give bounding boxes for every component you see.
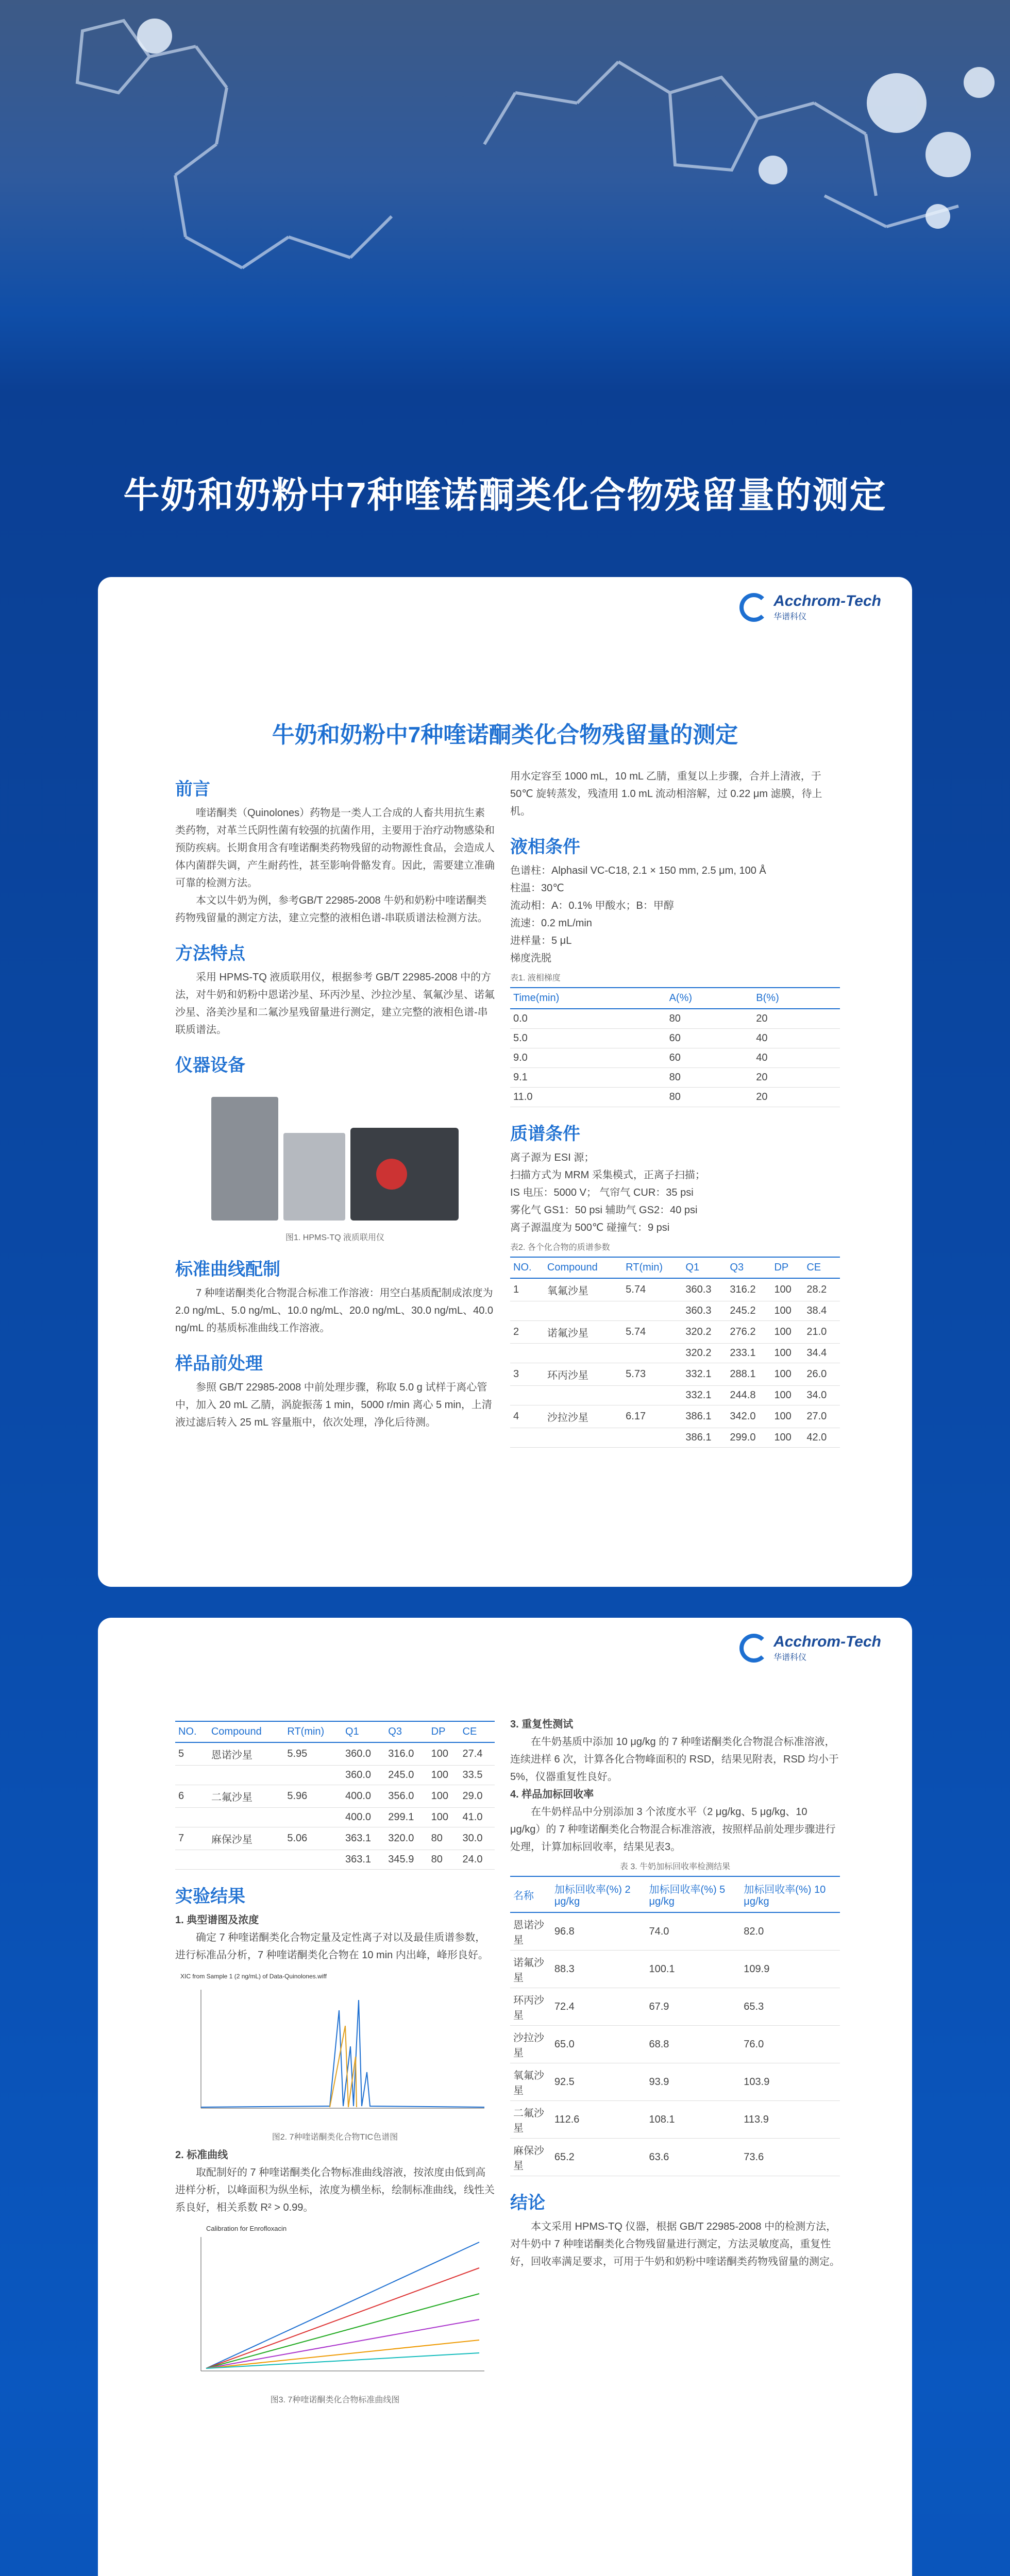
table-cell: 245.2 [727,1301,771,1321]
table-cell: 5.0 [510,1029,666,1048]
table-header: 名称 [510,1876,551,1912]
table-cell: 诺氟沙星 [510,1951,551,1988]
gradient-table [510,987,840,1107]
table-cell: 环丙沙星 [544,1363,622,1386]
table-row [510,1029,840,1048]
table-header: Q3 [727,1257,771,1278]
table-cell: 环丙沙星 [510,1988,551,2026]
table-cell: 76.0 [740,2026,840,2063]
table-row [510,1405,840,1428]
table-cell: 60 [666,1048,753,1068]
ms-conditions [510,1149,840,1236]
table-cell: 诺氟沙星 [544,1321,622,1344]
table-cell: 100 [771,1278,803,1301]
table-cell: 233.1 [727,1344,771,1363]
table-cell: 5.73 [622,1363,682,1386]
table-row [175,1742,495,1766]
table-cell [510,1428,544,1448]
table-cell: 沙拉沙星 [510,2026,551,2063]
table-header: Time(min) [510,988,666,1009]
table-cell: 332.1 [682,1386,727,1405]
table-cell: 4 [510,1405,544,1428]
table-cell: 360.3 [682,1301,727,1321]
table-header: Compound [208,1721,284,1742]
table-row [510,1301,840,1321]
table-cell: 二氟沙星 [208,1785,284,1808]
table-cell [175,1850,208,1870]
table-cell: 316.2 [727,1278,771,1301]
table-header: CE [460,1721,495,1742]
table-cell: 93.9 [646,2063,741,2101]
table-cell [544,1344,622,1363]
table-row [510,2101,840,2139]
instrument-image [206,1081,464,1226]
table-cell [622,1301,682,1321]
table-cell [510,1386,544,1405]
svg-text:Calibration for Enrofloxacin: Calibration for Enrofloxacin [206,2225,287,2232]
table-cell: 100 [771,1321,803,1344]
table-row [510,1321,840,1344]
table-row [510,1386,840,1405]
table-cell: 80 [666,1068,753,1088]
table-cell: 氧氟沙星 [510,2063,551,2101]
section-heading: 质谱条件 [510,1124,580,1144]
table-cell: 316.0 [385,1742,428,1766]
table-cell: 92.5 [551,2063,646,2101]
table-cell: 5.06 [284,1827,342,1850]
table-row [510,1912,840,1951]
table-cell: 28.2 [803,1278,840,1301]
table-cell: 41.0 [460,1808,495,1827]
table-cell [175,1766,208,1785]
lc-conditions [510,862,840,967]
table-cell: 恩诺沙星 [208,1742,284,1766]
table-cell: 299.1 [385,1808,428,1827]
table-header: RT(min) [284,1721,342,1742]
table-row [510,1278,840,1301]
table-cell: 108.1 [646,2101,741,2139]
table-cell: 299.0 [727,1428,771,1448]
table-cell: 244.8 [727,1386,771,1405]
recovery-table [510,1876,840,2176]
table-cell: 38.4 [803,1301,840,1321]
poster-section-1 [98,577,912,1587]
table-cell: 400.0 [342,1808,385,1827]
condition-line: 流速：0.2 mL/min [510,918,592,929]
table-cell: 9.0 [510,1048,666,1068]
table-cell [175,1808,208,1827]
table-cell [510,1301,544,1321]
table-cell [284,1850,342,1870]
table-row [175,1850,495,1870]
table-cell: 80 [428,1850,460,1870]
table-header: CE [803,1257,840,1278]
table-cell: 100 [771,1428,803,1448]
table-header: 加标回收率(%) 5 μg/kg [646,1876,741,1912]
table-header: Q3 [385,1721,428,1742]
table-cell: 5.96 [284,1785,342,1808]
tic-chromatogram [175,1969,495,2124]
table-row [510,1951,840,1988]
condition-line: 离子源为 ESI 源； [510,1152,595,1163]
table-cell [622,1344,682,1363]
table-cell: 30.0 [460,1827,495,1850]
right-column: 3. 重复性测试 在牛奶基质中添加 10 μg/kg 的 7 种喹诺酮类化合物混合标准溶液，连续进样 6 次，计算各化合物峰面积的 RSD，结果见附表，RSD 均小于 5%，仪器重复性良好。 4. 样品加标回收率 在牛奶样品中分别添加 3 个浓度水平（2 μg/kg、5 μg/kg、10 μg/kg）的 7 种喹诺酮类化合物混合标准溶液，按照样品前处理步骤进行处理，计算加标回收率，结果见表3。 表 3. 牛奶加标回收率检测结果 名称 加标回收率(%) 2 μg/kg 加标回收率(%) 5 μg/kg 加标回收率(%) 10 μg/kg 恩诺沙星 96.8 74.0 82.0 诺氟沙星 88.3 100.1 109.9 环丙沙星 72.4 67.9 65.3 沙拉沙星 65.0 68.8 76.0 氧氟沙星 92.5 93.9 103.9 二氟沙星 112.6 108.1 113.9 麻保沙星 65.2 63.6 73.6 结论 本文采用 HPMS-TQ 仪器，根据 GB/T 22985-2008 中的检测方法，对牛奶中 7 种喹诺酮类化合物残留量进行测定，方法灵敏度高，重复性好，回收率满足要求，可用于牛奶和奶粉中喹诺酮类药物残留量的测定。 [510,1719,840,2267]
condition-line: 梯度洗脱 [510,953,551,964]
table-cell: 360.0 [342,1742,385,1766]
table-row [510,1009,840,1029]
table-row [510,1363,840,1386]
table-cell: 342.0 [727,1405,771,1428]
table-row [510,2026,840,2063]
table-cell: 27.4 [460,1742,495,1766]
table-header: Compound [544,1257,622,1278]
table-cell: 100 [428,1808,460,1827]
table-cell [544,1428,622,1448]
table-cell: 356.0 [385,1785,428,1808]
section-heading: 仪器设备 [175,1056,245,1075]
table-cell: 7 [175,1827,208,1850]
table-cell: 320.0 [385,1827,428,1850]
table-cell: 65.0 [551,2026,646,2063]
table-cell: 96.8 [551,1912,646,1951]
table-cell: 72.4 [551,1988,646,2026]
table-cell: 363.1 [342,1827,385,1850]
table-cell: 100 [771,1301,803,1321]
right-column: 用水定容至 1000 mL，10 mL 乙腈，重复以上步骤，合并上清液，于 50℃ 旋转蒸发，残渣用 1.0 mL 流动相溶解，过 0.22 μm 滤膜，待上机。 液相条件 色谱柱：Alphasil VC-C18, 2.1 × 150 mm, 2.5 μm, 100 Å 柱温：30℃ 流动相：A：0.1% 甲酸水；B：甲醇 流速：0.2 mL/min 进样量：5 μL 梯度洗脱 表1. 液相梯度 Time(min) A(%) B(%) 0.0 80 20 5.0 60 40 9.0 60 40 9.1 80 20 11.0 80 20 质谱条件 离子源为 ESI 源； 扫描方式为 MRM 采集模式，正离子扫描； IS 电压：5000 V； 气帘气 CUR：35 psi 雾化气 GS1：50 psi 辅助气 GS2：40 psi 离子源温度为 500℃ 碰撞气：9 psi 表2. 各个化合物的质谱参数 NO. Compound RT(min) Q1 Q3 DP CE 1 氧氟沙星 5.74 360.3 316.2 100 28.2 360.3 245.2 100 38.4 2 诺氟沙星 5.74 320.2 276.2 100 21.0 320.2 233.1 100 34.4 3 环丙沙星 5.73 332.1 288.1 100 26.0 332.1 244.8 100 34.0 4 沙拉沙星 6.17 386.1 342.0 100 27.0 386.1 299.0 100 42.0 [510,768,840,1448]
condition-line: 流动相：A：0.1% 甲酸水；B：甲醇 [510,900,674,911]
table-cell: 34.0 [803,1386,840,1405]
table-cell [208,1808,284,1827]
table-header: NO. [175,1721,208,1742]
table-cell: 40 [753,1048,840,1068]
table-header: 加标回收率(%) 2 μg/kg [551,1876,646,1912]
condition-line: 柱温：30℃ [510,883,564,894]
table-row [510,1088,840,1107]
table-row [510,2139,840,2176]
table-cell: 6.17 [622,1405,682,1428]
table-cell: 74.0 [646,1912,741,1951]
table-cell [284,1808,342,1827]
table-row [175,1785,495,1808]
table-cell: 3 [510,1363,544,1386]
calibration-chart [175,2222,495,2386]
table-header: A(%) [666,988,753,1009]
table-cell: 65.2 [551,2139,646,2176]
table-cell: 63.6 [646,2139,741,2176]
table-cell: 386.1 [682,1428,727,1448]
brand-logo-icon [739,593,768,622]
table-cell [510,1344,544,1363]
table-cell: 恩诺沙星 [510,1912,551,1951]
table-cell: 80 [428,1827,460,1850]
table-cell: 沙拉沙星 [544,1405,622,1428]
table-cell: 400.0 [342,1785,385,1808]
table-row [175,1766,495,1785]
table-cell: 320.2 [682,1321,727,1344]
table-cell: 245.0 [385,1766,428,1785]
table-row [510,1988,840,2026]
table-row [175,1827,495,1850]
page-title: 牛奶和奶粉中7种喹诺酮类化合物残留量的测定 [123,475,887,515]
table-cell: 332.1 [682,1363,727,1386]
ms-params-table-cont [175,1721,495,1870]
table-cell: 0.0 [510,1009,666,1029]
table-cell: 360.3 [682,1278,727,1301]
brand-logo: Acchrom-Tech 华谱科仪 [739,592,881,622]
table-cell: 1 [510,1278,544,1301]
table-cell: 42.0 [803,1428,840,1448]
table-cell: 112.6 [551,2101,646,2139]
section-heading: 标准曲线配制 [175,1260,280,1279]
table-cell: 100 [428,1742,460,1766]
hero-banner [0,0,1010,392]
table-cell: 100 [771,1386,803,1405]
table-row [510,1048,840,1068]
table-cell: 88.3 [551,1951,646,1988]
table-cell: 5.95 [284,1742,342,1766]
table-cell: 21.0 [803,1321,840,1344]
table-cell: 二氟沙星 [510,2101,551,2139]
table-header: B(%) [753,988,840,1009]
table-cell: 6 [175,1785,208,1808]
condition-line: 扫描方式为 MRM 采集模式，正离子扫描； [510,1170,705,1181]
table-cell: 11.0 [510,1088,666,1107]
table-header: Q1 [342,1721,385,1742]
table-cell: 68.8 [646,2026,741,2063]
section-heading: 结论 [510,2193,545,2213]
table-cell: 100 [771,1405,803,1428]
table-cell: 麻保沙星 [510,2139,551,2176]
table-cell: 100 [771,1363,803,1386]
table-cell: 386.1 [682,1405,727,1428]
table-cell: 24.0 [460,1850,495,1870]
brand-logo: Acchrom-Tech 华谱科仪 [739,1633,881,1663]
ms-params-table [510,1257,840,1448]
table-cell: 103.9 [740,2063,840,2101]
table-cell [284,1766,342,1785]
table-cell: 73.6 [740,2139,840,2176]
table-row [510,1428,840,1448]
table-cell: 100.1 [646,1951,741,1988]
table-cell [544,1301,622,1321]
table-cell: 5.74 [622,1321,682,1344]
table-cell: 34.4 [803,1344,840,1363]
table-cell: 27.0 [803,1405,840,1428]
condition-line: 进样量：5 μL [510,935,572,946]
poster-section-2 [98,1618,912,2576]
table-header: DP [428,1721,460,1742]
table-cell [622,1428,682,1448]
table-cell: 5.74 [622,1278,682,1301]
table-cell: 320.2 [682,1344,727,1363]
table-cell: 麻保沙星 [208,1827,284,1850]
table-cell: 109.9 [740,1951,840,1988]
table-cell [544,1386,622,1405]
section-heading: 样品前处理 [175,1354,263,1374]
table-cell: 40 [753,1029,840,1048]
table-header: Q1 [682,1257,727,1278]
table-cell: 20 [753,1088,840,1107]
table-cell: 67.9 [646,1988,741,2026]
table-cell: 2 [510,1321,544,1344]
condition-line: 雾化气 GS1：50 psi 辅助气 GS2：40 psi [510,1205,698,1216]
svg-text:XIC from Sample 1 (2 ng/mL) of: XIC from Sample 1 (2 ng/mL) of Data-Quinolones.wiff [180,1973,327,1980]
table-header: 加标回收率(%) 10 μg/kg [740,1876,840,1912]
table-cell: 80 [666,1088,753,1107]
table-header: NO. [510,1257,544,1278]
table-cell: 113.9 [740,2101,840,2139]
table-header: DP [771,1257,803,1278]
table-cell [208,1766,284,1785]
table-cell: 80 [666,1009,753,1029]
left-column: NO. Compound RT(min) Q1 Q3 DP CE 5 恩诺沙星 5.95 360.0 316.0 100 27.4 360.0 245.0 100 33.5 6 二氟沙星 5.96 400.0 356.0 100 29.0 400.0 299.1 100 41.0 7 麻保沙星 5.06 363.1 320.0 80 30.0 363.1 345.9 80 24.0 实验结果 1. 典型谱图及浓度 确定 7 种喹诺酮类化合物定量及定性离子对以及最佳质谱参数，进行标准品分析，7 种喹诺酮类化合物在 10 min 内出峰，峰形良好。 XIC from Sample 1 (2 ng/mL) of Data-Quinolones.wiff 图2. 7种喹诺酮类化合物TIC色谱图 2. 标准曲线 取配制好的 7 种喹诺酮类化合物标准曲线溶液，按浓度由低到高进样分析，以峰面积为纵坐标，浓度为横坐标，绘制标准曲线，线性关系良好，相关系数 R² > 0.99。 Calibration for Enrofloxacin 图3. 7种喹诺酮类化合物标准曲线图 [175,1721,495,2409]
table-cell [622,1386,682,1405]
table-cell: 20 [753,1009,840,1029]
table-cell: 5 [175,1742,208,1766]
table-cell: 288.1 [727,1363,771,1386]
condition-line: IS 电压：5000 V； 气帘气 CUR：35 psi [510,1187,694,1198]
section-heading: 实验结果 [175,1887,245,1906]
table-cell: 345.9 [385,1850,428,1870]
table-cell: 65.3 [740,1988,840,2026]
table-cell: 363.1 [342,1850,385,1870]
brand-logo-icon [739,1634,768,1663]
table-cell: 100 [428,1766,460,1785]
table-cell: 29.0 [460,1785,495,1808]
table-cell: 氧氟沙星 [544,1278,622,1301]
table-cell: 26.0 [803,1363,840,1386]
table-header: RT(min) [622,1257,682,1278]
table-row [510,1344,840,1363]
section-heading: 液相条件 [510,837,580,857]
table-cell: 82.0 [740,1912,840,1951]
table-row [175,1808,495,1827]
table-row [510,2063,840,2101]
doc-title: 牛奶和奶粉中7种喹诺酮类化合物残留量的测定 [272,722,738,748]
table-cell: 100 [771,1344,803,1363]
table-cell: 20 [753,1068,840,1088]
table-cell [208,1850,284,1870]
table-cell: 276.2 [727,1321,771,1344]
molecule-illustration [0,0,1010,392]
section-heading: 方法特点 [175,944,245,963]
condition-line: 离子源温度为 500℃ 碰撞气：9 psi [510,1222,670,1233]
table-row [510,1068,840,1088]
section-heading: 前言 [175,779,210,799]
table-cell: 100 [428,1785,460,1808]
table-cell: 60 [666,1029,753,1048]
table-cell: 33.5 [460,1766,495,1785]
table-cell: 360.0 [342,1766,385,1785]
left-column: 前言 喹诺酮类（Quinolones）药物是一类人工合成的人畜共用抗生素类药物，对革兰氏阴性菌有较强的抗菌作用，主要用于治疗动物感染和预防疾病。长期食用含有喹诺酮类药物残留的动物源性食品，会造成人体内菌群失调，产生耐药性，甚至影响骨骼发育。因此，需要建立准确可靠的检测方法。 本文以牛奶为例，参考GB/T 22985-2008 牛奶和奶粉中喹诺酮类药物残留量的测定方法，建立完整的液相色谱-串联质谱法检测方法。 方法特点 采用 HPMS-TQ 液质联用仪，根据参考 GB/T 22985-2008 中的方法，对牛奶和奶粉中恩诺沙星、环丙沙星、沙拉沙星、氧氟沙星、诺氟沙星、洛美沙星和二氟沙星残留量进行测定，建立完整的液相色谱-串联质谱法。 仪器设备 图1. HPMS-TQ 液质联用仪 标准曲线配制 7 种喹诺酮类化合物混合标准工作溶液：用空白基质配制成浓度为 2.0 ng/mL、5.0 ng/mL、10.0 ng/mL、20.0 ng/mL、30.0 ng/mL、40.0 ng/mL 的基质标准曲线工作溶液。 样品前处理 参照 GB/T 22985-2008 中前处理步骤，称取 5.0 g 试样于离心管中，加入 20 mL 乙腈，涡旋振荡 1 min，5000 r/min 离心 5 min，上清液过滤后转入 25 mL 容量瓶中，依次处理，净化后待测。 [175,762,495,1431]
table-cell: 9.1 [510,1068,666,1088]
condition-line: 色谱柱：Alphasil VC-C18, 2.1 × 150 mm, 2.5 μm, 100 Å [510,865,766,876]
